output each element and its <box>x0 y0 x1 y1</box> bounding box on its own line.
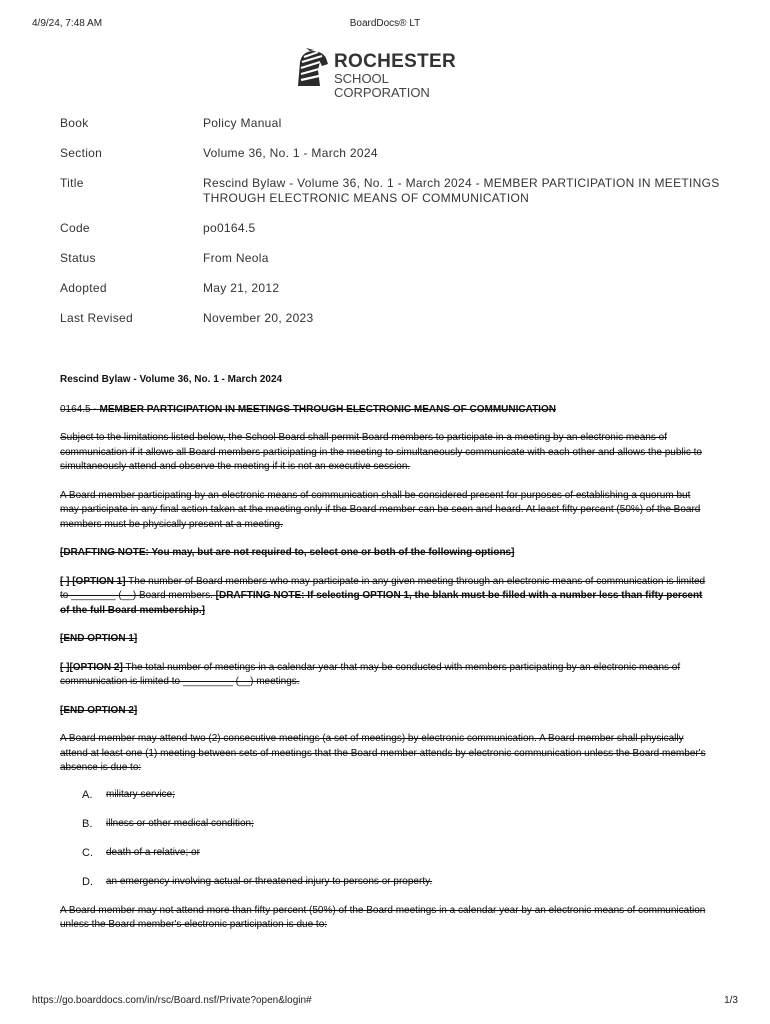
list-item <box>60 846 710 875</box>
print-app-title: BoardDocs® LT <box>349 18 421 29</box>
list-text: an emergency involving actual or threatened injury to persons or property. <box>106 875 433 887</box>
meta-key: Last Revised <box>60 311 133 325</box>
print-datetime: 4/9/24, 7:48 AM <box>32 18 103 29</box>
paragraph-1: Subject to the limitations listed below, the School Board shall permit Board members to participate in a meeting by an electronic means of communication if it allows all Board members participating in the meeting to simultaneously communicate with each other and allows the public to simultaneously attend and observe the meeting if it is not an executive session. <box>60 432 702 472</box>
meta-key: Status <box>60 251 96 265</box>
meta-value: May 21, 2012 <box>203 281 280 295</box>
list-marker: D. <box>82 875 93 888</box>
policy-metadata <box>60 116 720 341</box>
meta-row-book <box>60 116 720 146</box>
absence-reasons-list <box>60 788 710 904</box>
option-1-text: The number of Board members who may participate in any given meeting through an electronic means of communication is limited to ________ (__) Board members. <box>60 575 706 601</box>
meta-key: Section <box>60 146 103 160</box>
list-marker: C. <box>82 846 93 859</box>
meta-key: Book <box>60 116 89 130</box>
meta-row-adopted <box>60 281 720 311</box>
logo-line-1: ROCHESTER <box>334 51 456 72</box>
meta-key: Code <box>60 221 90 235</box>
meta-value: Volume 36, No. 1 - March 2024 <box>203 146 378 160</box>
policy-title: MEMBER PARTICIPATION IN MEETINGS THROUGH ELECTRONIC MEANS OF COMMUNICATION <box>99 403 556 415</box>
option-1-label: [ ] [OPTION 1] <box>60 575 126 587</box>
end-option-1: [END OPTION 1] <box>60 633 138 644</box>
meta-key: Title <box>60 176 84 190</box>
meta-row-status <box>60 251 720 281</box>
meta-row-last-revised <box>60 311 720 341</box>
meta-value: Policy Manual <box>203 116 282 130</box>
meta-row-section <box>60 146 720 176</box>
end-option-2: [END OPTION 2] <box>60 704 138 716</box>
paragraph-3: A Board member may attend two (2) consecutive meetings (a set of meetings) by electronic communication. A Board member shall physically attend at least one (1) meeting between sets of meetings that the Board member attends by electronic communication unless the Board member's absence is due to: <box>60 733 706 773</box>
policy-number: 0164.5 - <box>60 403 97 415</box>
option-2 <box>60 661 710 690</box>
paragraph-4: A Board member may not attend more than fifty percent (50%) of the Board meetings in a calendar year by an electronic means of communication unless the Board member's electronic participation is due to: <box>60 904 706 930</box>
option-1-note: [DRAFTING NOTE: If selecting OPTION 1, the blank must be filled with a number less than fifty percent of the full Board membership.] <box>60 590 703 616</box>
meta-value: From Neola <box>203 251 269 265</box>
rescind-heading: Rescind Bylaw - Volume 36, No. 1 - March 2024 <box>60 374 283 385</box>
district-logo <box>292 48 482 100</box>
print-url: https://go.boarddocs.com/in/rsc/Board.nsf/Private?open&login# <box>32 995 312 1006</box>
option-1 <box>60 575 710 619</box>
list-marker: B. <box>82 817 93 830</box>
page-number: 1/3 <box>724 995 738 1006</box>
policy-title-line <box>60 403 710 418</box>
meta-row-code <box>60 221 720 251</box>
list-text: illness or other medical condition; <box>106 817 254 829</box>
list-text: death of a relative; or <box>106 846 200 858</box>
list-item <box>60 875 710 904</box>
list-item <box>60 817 710 846</box>
list-item <box>60 788 710 817</box>
option-2-label: [ ][OPTION 2] <box>60 661 123 673</box>
option-2-text: The total number of meetings in a calendar year that may be conducted with members participating by an electronic means of communication is limited to _________ (__) meetings. <box>60 661 681 687</box>
drafting-note: [DRAFTING NOTE: You may, but are not required to, select one or both of the following options] <box>60 547 515 558</box>
meta-value: November 20, 2023 <box>203 311 314 325</box>
list-marker: A. <box>82 788 93 801</box>
meta-value: Rescind Bylaw - Volume 36, No. 1 - March 2024 - MEMBER PARTICIPATION IN MEETINGS THROUGH ELECTRONIC MEANS OF COMMUNICATION <box>203 176 720 205</box>
paragraph-2: A Board member participating by an electronic means of communication shall be considered present for purposes of establishing a quorum but may participate in any final action taken at the meeting only if the Board member can be seen and heard. At least fifty percent (50%) of the Board members must be physically present at a meeting. <box>60 489 701 530</box>
meta-value: po0164.5 <box>203 221 256 235</box>
list-text: military service; <box>106 788 175 800</box>
meta-key: Adopted <box>60 281 107 295</box>
logo-line-2: SCHOOL CORPORATION <box>334 71 430 100</box>
meta-row-title <box>60 176 720 221</box>
zebra-icon <box>292 48 330 88</box>
policy-body <box>60 373 710 933</box>
